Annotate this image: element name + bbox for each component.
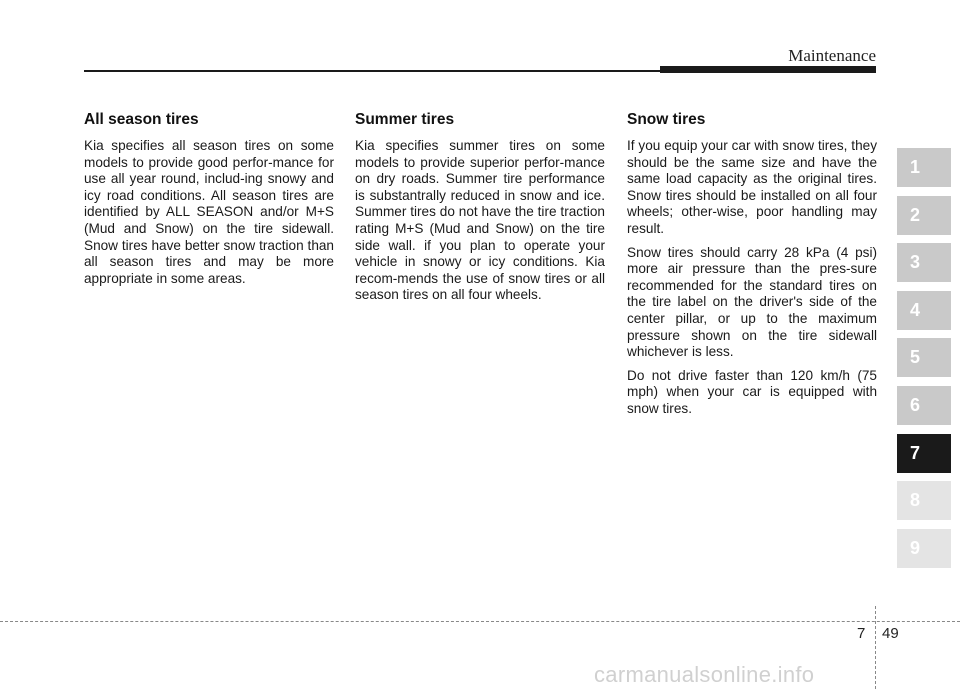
heading-summer-tires: Summer tires — [355, 111, 455, 128]
paragraph-snow-3: Do not drive faster than 120 km/h (75 mph) when your car is equipped with snow tires. — [627, 367, 877, 416]
heading-snow-tires: Snow tires — [627, 111, 706, 128]
paragraph-snow-1: If you equip your car with snow tires, they should be the same size and have the same load capacity as the original tires. Snow tires should be installed on all four wheels; other-wise, poor handling may result. — [627, 138, 877, 236]
column-all-season — [84, 110, 334, 294]
chapter-tabs — [897, 148, 951, 576]
chapter-tab-4[interactable]: 4 — [897, 291, 951, 330]
watermark: carmanualsonline.info — [594, 662, 815, 687]
paragraph-snow-2: Snow tires should carry 28 kPa (4 psi) more air pressure than the pres-sure recommended for the standard tires on the tire label on the driver's side of the center pillar, or up to the maximum pressure shown on the tire sidewall whichever is less. — [627, 244, 877, 360]
column-snow — [627, 110, 877, 425]
chapter-tab-7[interactable]: 7 — [897, 434, 951, 473]
chapter-tab-1[interactable]: 1 — [897, 148, 951, 187]
footer-dashed-rule — [0, 621, 960, 622]
chapter-tab-3[interactable]: 3 — [897, 243, 951, 282]
chapter-tab-6[interactable]: 6 — [897, 386, 951, 425]
footer-page-number: 49 — [882, 625, 899, 642]
header-rule-thin — [84, 70, 660, 72]
heading-all-season-tires: All season tires — [84, 111, 199, 128]
paragraph-all-season-1: Kia specifies all season tires on some models to provide good perfor-mance for use all year round, includ-ing snowy and icy road conditions. All season tires are identified by ALL SEASON and/or M+S (Mud and Snow) on the tire sidewall. Snow tires have better snow traction than all season tires and may be more appropriate in some areas. — [84, 138, 334, 286]
column-summer — [355, 110, 605, 311]
footer-chapter-number: 7 — [857, 625, 866, 642]
chapter-tab-9[interactable]: 9 — [897, 529, 951, 568]
header-rule-thick — [660, 66, 876, 73]
section-title: Maintenance — [788, 46, 876, 65]
chapter-tab-2[interactable]: 2 — [897, 196, 951, 235]
chapter-tab-5[interactable]: 5 — [897, 338, 951, 377]
footer-vertical-rule — [875, 606, 876, 689]
chapter-tab-8[interactable]: 8 — [897, 481, 951, 520]
paragraph-summer-1: Kia specifies summer tires on some models to provide superior perfor-mance on dry roads. Summer tire performance is substantrally reduced in snow and ice. Summer tires do not have the tire traction rating M+S (Mud and Snow) on the tire side wall. if you plan to operate your vehicle in snowy or icy conditions. Kia recom-mends the use of snow tires or all season tires on all four wheels. — [355, 138, 605, 303]
